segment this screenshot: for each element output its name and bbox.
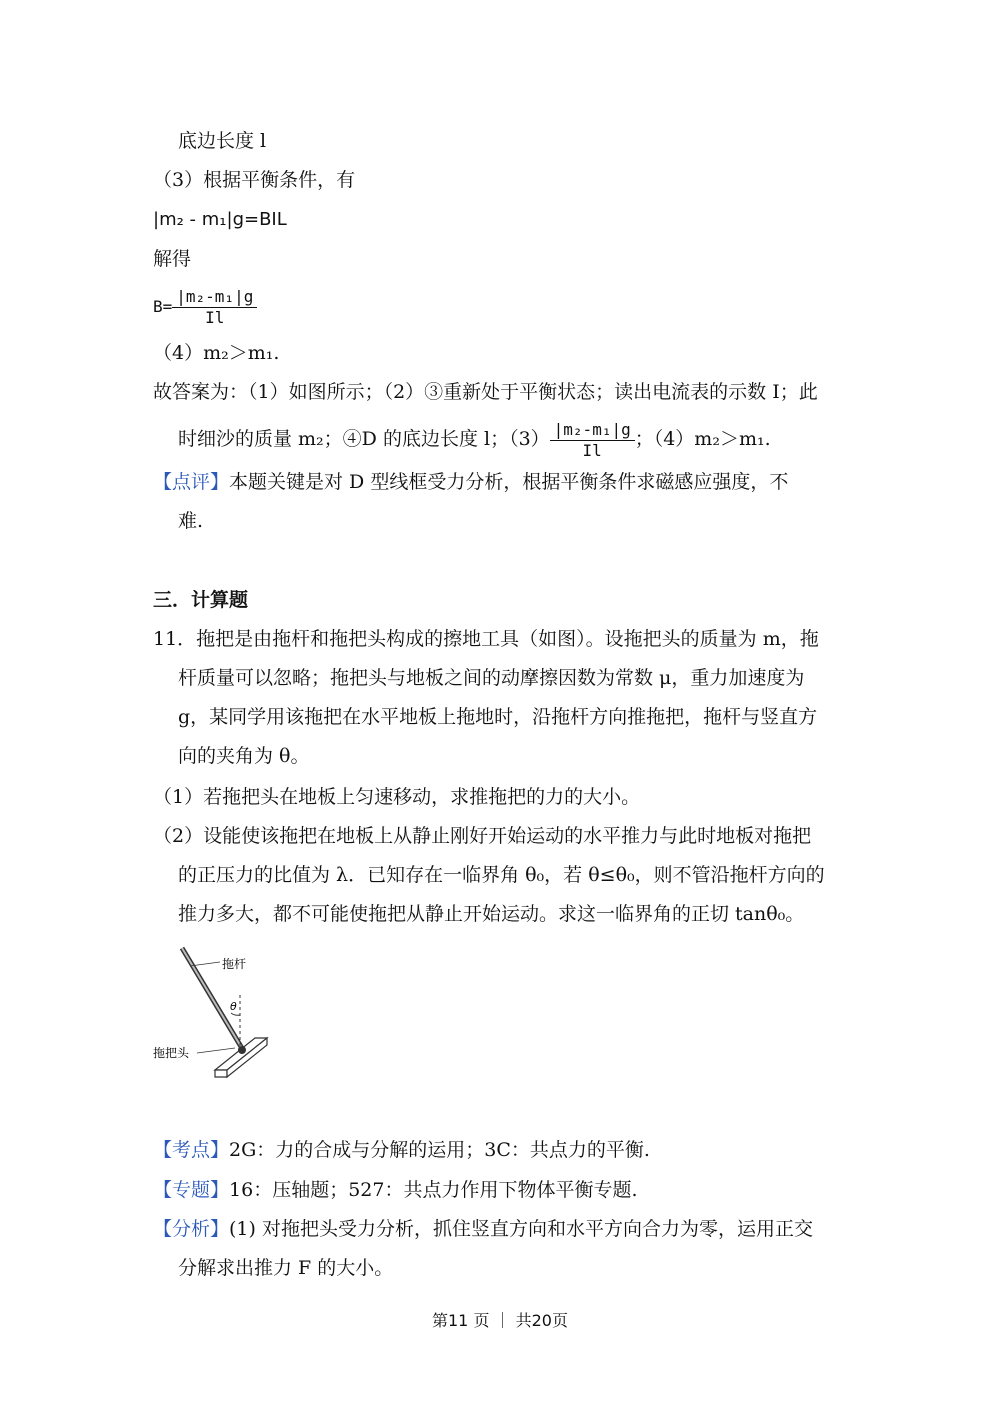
head-label: 拖把头 <box>153 1046 190 1060</box>
kaodian-tag: 【考点】 <box>153 1139 230 1161</box>
question-part: （2）设能使该拖把在地板上从静止刚好开始运动的水平推力与此时地板对拖把 <box>153 825 812 847</box>
angle-label: θ <box>230 1000 237 1013</box>
kaodian-line <box>153 1137 650 1163</box>
rod-label: 拖杆 <box>222 957 247 971</box>
text-line: 底边长度 l <box>178 130 267 152</box>
fraction-numerator: |m₂-m₁|g <box>550 420 635 441</box>
fraction <box>550 420 635 461</box>
head-leader-line <box>197 1048 235 1053</box>
fraction <box>172 287 257 328</box>
question-part: 的正压力的比值为 λ．已知存在一临界角 θ₀，若 θ≤θ₀，则不管沿拖杆方向的 <box>178 864 825 886</box>
answer-line: 故答案为：（1）如图所示；（2）③重新处于平衡状态；读出电流表的示数 I；此 <box>153 381 818 403</box>
fraction-denominator: Il <box>205 307 225 327</box>
mop-figure <box>145 940 280 1085</box>
mop-head-side <box>215 1070 227 1077</box>
comment-line <box>153 469 788 495</box>
question-line: g，某同学用该拖把在水平地板上拖地时，沿拖杆方向推拖把，拖杆与竖直方 <box>178 706 818 728</box>
comment-text: 本题关键是对 D 型线框受力分析，根据平衡条件求磁感应强度，不 <box>229 471 789 493</box>
fenxi-line: 分解求出推力 F 的大小。 <box>178 1257 394 1279</box>
zhuanti-text: 16：压轴题；527：共点力作用下物体平衡专题. <box>229 1179 638 1201</box>
answer-line-2 <box>178 414 771 464</box>
text-line: （3）根据平衡条件，有 <box>153 169 356 191</box>
answer-text: 时细沙的质量 m₂；④D 的底边长度 l；（3） <box>178 428 550 450</box>
question-part: 推力多大，都不可能使拖把从静止开始运动。求这一临界角的正切 tanθ₀。 <box>178 903 805 925</box>
comment-tag: 【点评】 <box>153 471 230 493</box>
mop-joint <box>238 1046 246 1054</box>
fraction-denominator: Il <box>582 440 602 460</box>
equation-b <box>153 286 257 328</box>
angle-arc <box>231 1013 240 1015</box>
equation-prefix: B= <box>153 297 173 316</box>
question-part: （1）若拖把头在地板上匀速移动，求推拖把的力的大小。 <box>153 786 641 808</box>
equation: |m₂ - m₁|g=BIL <box>153 209 287 230</box>
question-line: 11．拖把是由拖杆和拖把头构成的擦地工具（如图）。设拖把头的质量为 m，拖 <box>153 628 819 650</box>
kaodian-text: 2G：力的合成与分解的运用；3C：共点力的平衡. <box>229 1139 650 1161</box>
text-line: （4）m₂＞m₁. <box>153 342 280 364</box>
zhuanti-tag: 【专题】 <box>153 1179 230 1201</box>
zhuanti-line <box>153 1177 638 1203</box>
fenxi-line <box>153 1216 813 1242</box>
question-line: 杆质量可以忽略；拖把头与地板之间的动摩擦因数为常数 μ，重力加速度为 <box>178 667 805 689</box>
text-line: 解得 <box>153 248 192 270</box>
section-heading: 三．计算题 <box>153 589 249 611</box>
fenxi-text: (1) 对拖把头受力分析，抓住竖直方向和水平方向合力为零，运用正交 <box>229 1218 813 1240</box>
answer-text: ；（4）m₂＞m₁. <box>634 428 771 450</box>
question-line: 向的夹角为 θ。 <box>178 745 310 767</box>
fraction-numerator: |m₂-m₁|g <box>172 287 257 308</box>
comment-line: 难. <box>178 510 204 532</box>
fenxi-tag: 【分析】 <box>153 1218 230 1240</box>
page-footer: 第11 页 ｜ 共20页 <box>432 1311 568 1330</box>
rod-leader-line <box>190 962 220 966</box>
